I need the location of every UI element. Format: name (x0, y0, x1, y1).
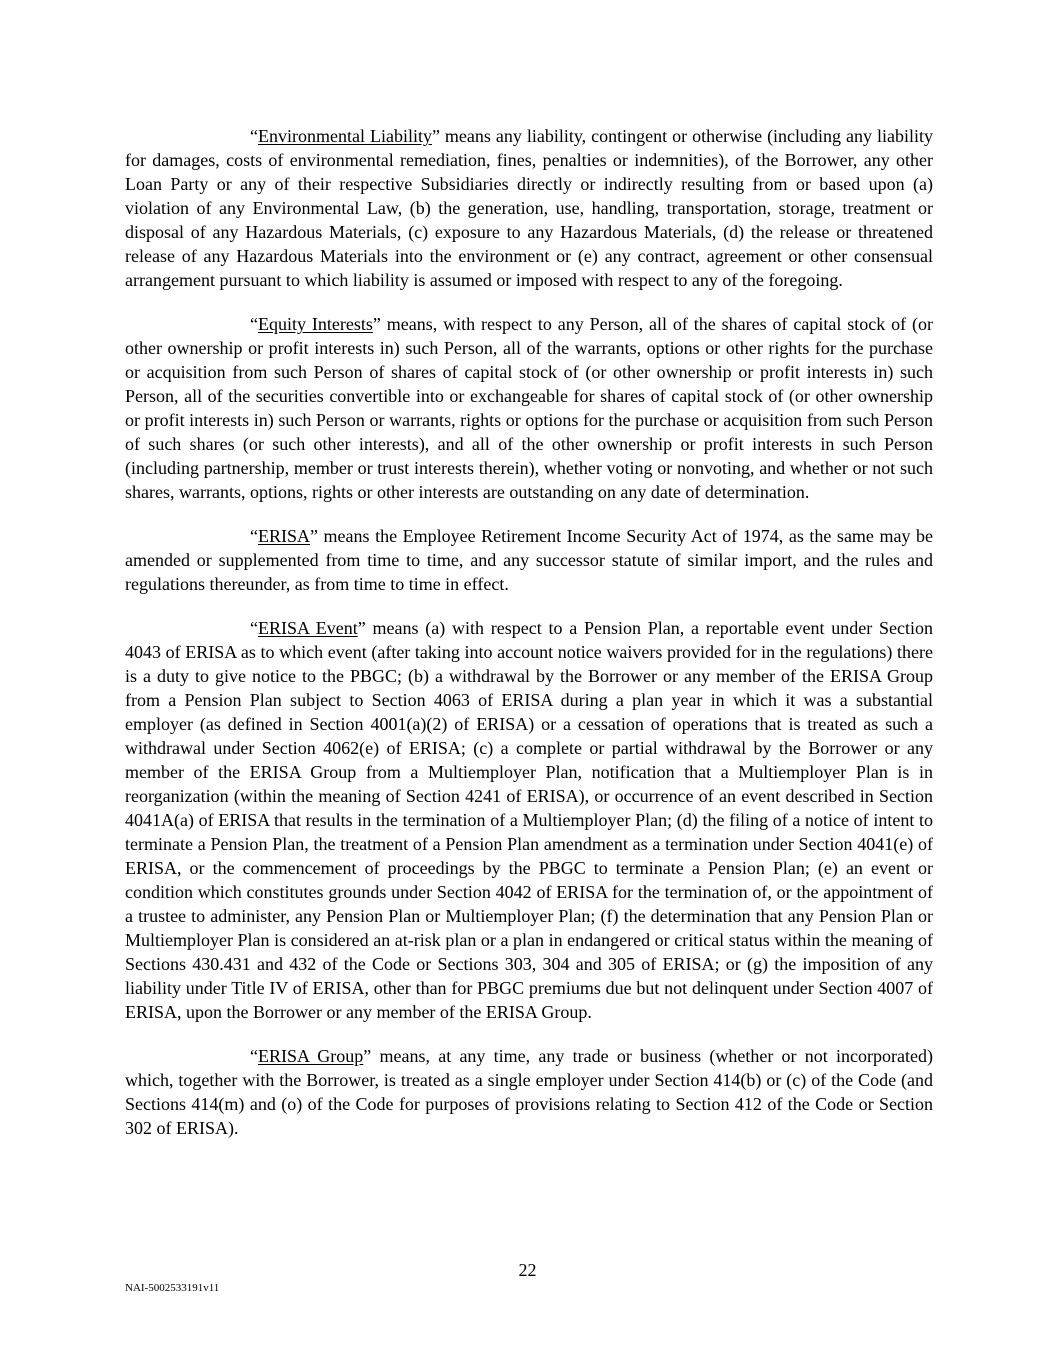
defined-term: ERISA Event (258, 618, 358, 638)
definition-environmental-liability (125, 124, 933, 292)
defined-term: ERISA Group (258, 1046, 364, 1066)
definition-erisa-group (125, 1044, 933, 1140)
defined-term: ERISA (258, 526, 311, 546)
definition-text: ” means (a) with respect to a Pension Plan, a reportable event under Section 4043 of ERISA as to which event (after taking into account notice waivers provided for in the regulations) there is a duty to give notice to the PBGC; (b) a withdrawal by the Borrower or any member of the ERISA Group from a Pension Plan subject to Section 4063 of ERISA during a plan year in which it was a substantial employer (as defined in Section 4001(a)(2) of ERISA) or a cessation of operations that is treated as such a withdrawal under Section 4062(e) of ERISA; (c) a complete or partial withdrawal by the Borrower or any member of the ERISA Group from a Multiemployer Plan, notification that a Multiemployer Plan is in reorganization (within the meaning of Section 4241 of ERISA), or occurrence of an event described in Section 4041A(a) of ERISA that results in the termination of a Multiemployer Plan; (d) the filing of a notice of intent to terminate a Pension Plan, the treatment of a Pension Plan amendment as a termination under Section 4041(e) of ERISA, or the commencement of proceedings by the PBGC to terminate a Pension Plan; (e) an event or condition which constitutes grounds under Section 4042 of ERISA for the termination of, or the appointment of a trustee to administer, any Pension Plan or Multiemployer Plan; (f) the determination that any Pension Plan or Multiemployer Plan is considered an at-risk plan or a plan in endangered or critical status within the meaning of Sections 430.431 and 432 of the Code or Sections 303, 304 and 305 of ERISA; or (g) the imposition of any liability under Title IV of ERISA, other than for PBGC premiums due but not delinquent under Section 4007 of ERISA, upon the Borrower or any member of the ERISA Group. (125, 618, 933, 1022)
document-id: NAI-5002533191v11 (125, 1282, 220, 1294)
definition-equity-interests (125, 312, 933, 504)
open-quote: “ (250, 618, 258, 638)
open-quote: “ (250, 126, 258, 146)
definition-text: ” means the Employee Retirement Income Security Act of 1974, as the same may be amended or supplemented from time to time, and any successor statute of similar import, and the rules and regulations thereunder, as from time to time in effect. (125, 526, 933, 594)
defined-term: Equity Interests (258, 314, 373, 334)
open-quote: “ (250, 526, 258, 546)
definition-erisa-event (125, 616, 933, 1024)
open-quote: “ (250, 1046, 258, 1066)
defined-term: Environmental Liability (258, 126, 432, 146)
definition-text: ” means any liability, contingent or otherwise (including any liability for damages, costs of environmental remediation, fines, penalties or indemnities), of the Borrower, any other Loan Party or any of their respective Subsidiaries directly or indirectly resulting from or based upon (a) violation of any Environmental Law, (b) the generation, use, handling, transportation, storage, treatment or disposal of any Hazardous Materials, (c) exposure to any Hazardous Materials, (d) the release or threatened release of any Hazardous Materials into the environment or (e) any contract, agreement or other consensual arrangement pursuant to which liability is assumed or imposed with respect to any of the foregoing. (125, 126, 933, 290)
page-number: 22 (518, 1260, 537, 1280)
open-quote: “ (250, 314, 258, 334)
definition-text: ” means, with respect to any Person, all of the shares of capital stock of (or other ownership or profit interests in) such Person, all of the warrants, options or other rights for the purchase or acquisition from such Person of shares of capital stock of (or other ownership or profit interests in) such Person, all of the securities convertible into or exchangeable for shares of capital stock of (or other ownership or profit interests in) such Person or warrants, rights or options for the purchase or acquisition from such Person of such shares (or such other interests), and all of the other ownership or profit interests in such Person (including partnership, member or trust interests therein), whether voting or nonvoting, and whether or not such shares, warrants, options, rights or other interests are outstanding on any date of determination. (125, 314, 933, 502)
definition-text: ” means, at any time, any trade or business (whether or not incorporated) which, together with the Borrower, is treated as a single employer under Section 414(b) or (c) of the Code (and Sections 414(m) and (o) of the Code for purposes of provisions relating to Section 412 of the Code or Section 302 of ERISA). (125, 1046, 933, 1138)
definition-erisa (125, 524, 933, 596)
document-body (125, 124, 933, 1160)
